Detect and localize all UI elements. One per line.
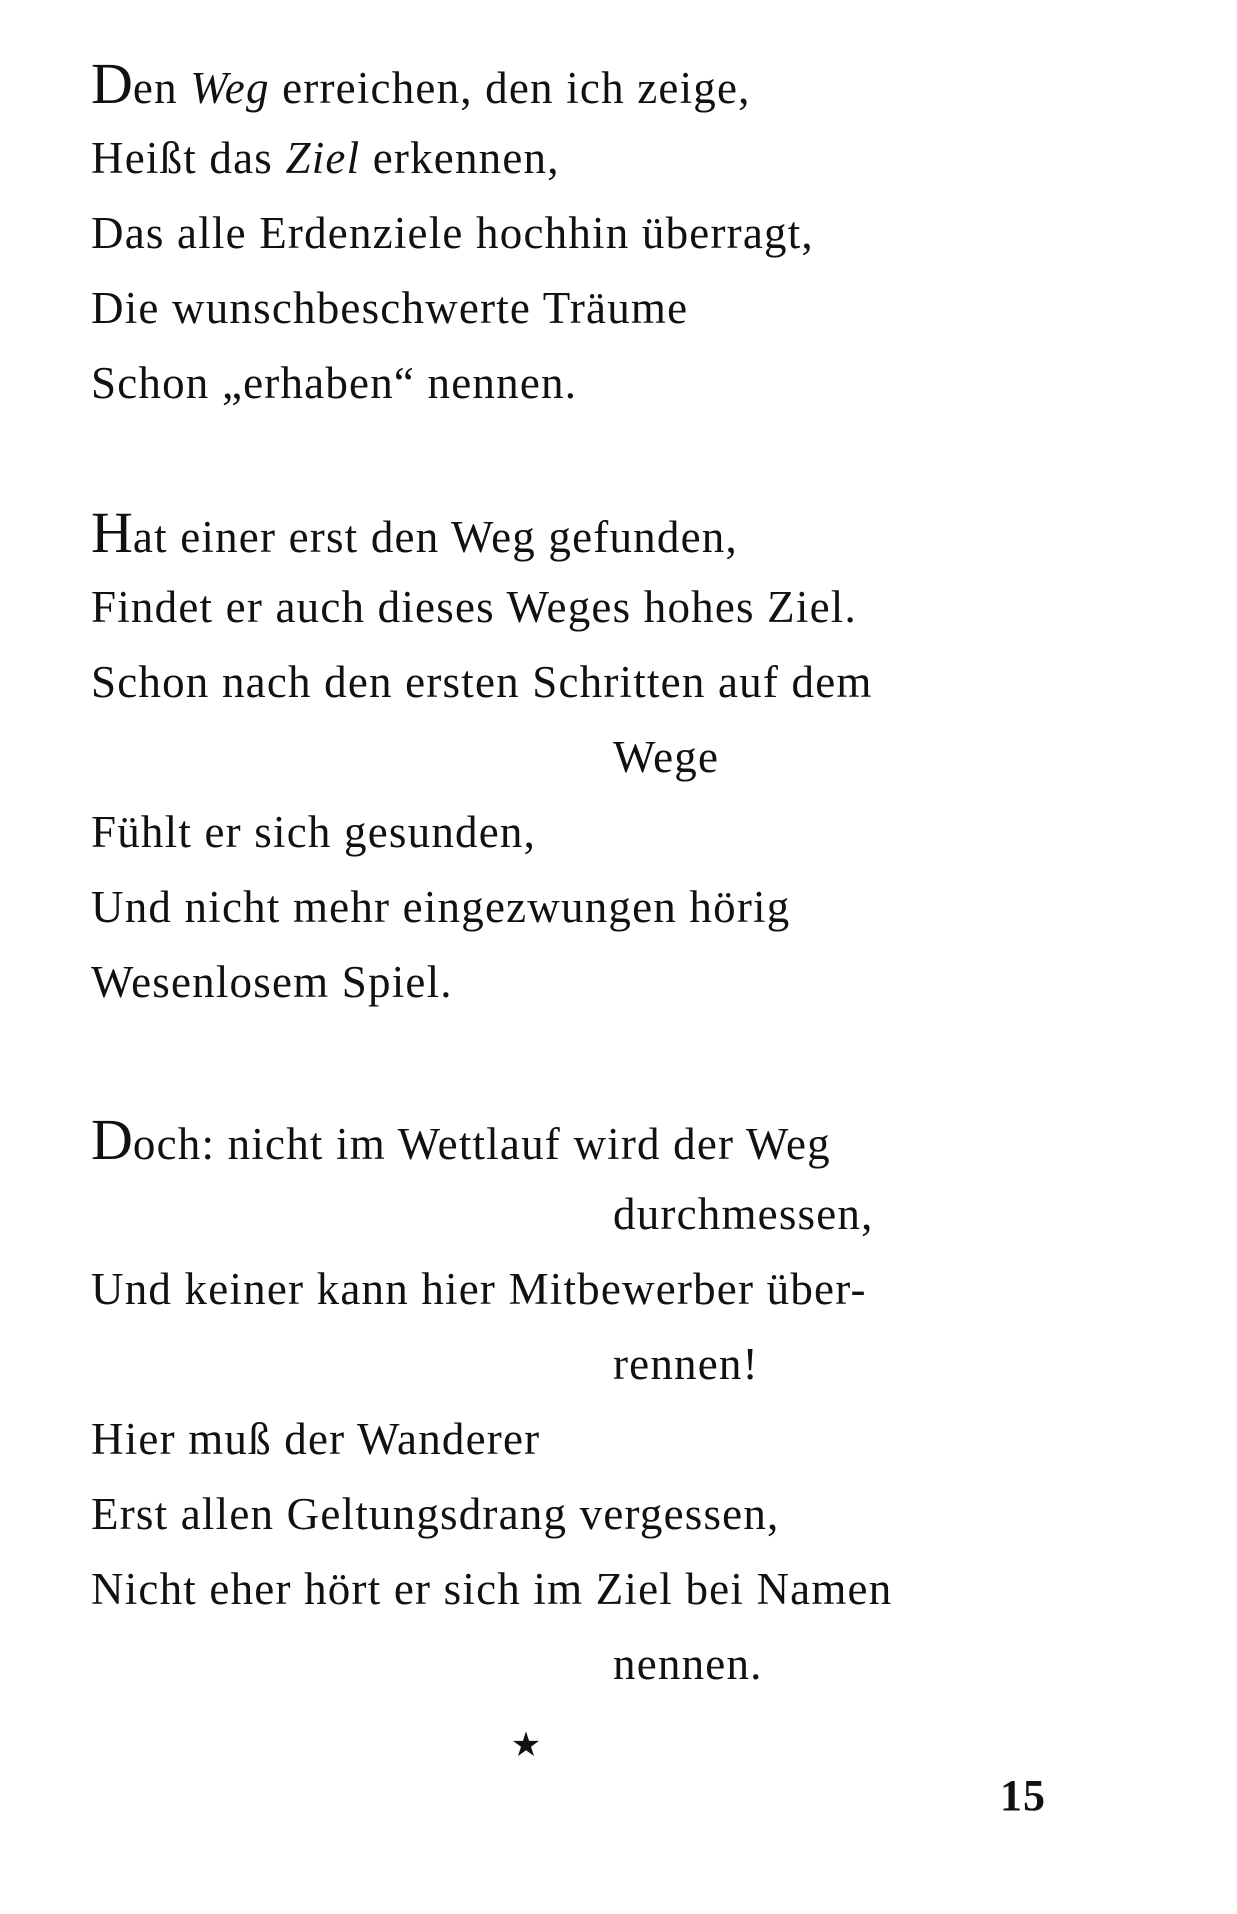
initial-capital: D xyxy=(91,51,133,116)
initial-capital: D xyxy=(91,1107,133,1172)
poem-line: Den Weg erreichen, den ich zeige, xyxy=(91,51,751,116)
poem-line: Und nicht mehr eingezwungen hörig xyxy=(91,882,791,932)
poem-line: Hat einer erst den Weg gefunden, xyxy=(91,500,738,565)
emphasis-word: Weg xyxy=(190,63,270,113)
poem-line: Und keiner kann hier Mitbewerber über- xyxy=(91,1264,867,1314)
star-ornament-icon: ★ xyxy=(510,1727,542,1764)
initial-capital: H xyxy=(91,500,133,565)
poem-line: Nicht eher hört er sich im Ziel bei Namen xyxy=(91,1564,893,1614)
poem-line: Hier muß der Wanderer xyxy=(91,1414,541,1464)
poem-line: Wesenlosem Spiel. xyxy=(91,957,453,1007)
poem-line: Heißt das Ziel erkennen, xyxy=(91,133,560,183)
poem-line: Die wunschbeschwerte Träume xyxy=(91,283,689,333)
stanza-2 xyxy=(91,495,1141,1020)
poem-line: Doch: nicht im Wettlauf wird der Weg xyxy=(91,1107,831,1172)
poem-line-continuation: Wege xyxy=(613,732,720,782)
poem-line: Findet er auch dieses Weges hohes Ziel. xyxy=(91,582,857,632)
poem-line: Das alle Erdenziele hochhin überragt, xyxy=(91,208,814,258)
poem-line-continuation: rennen! xyxy=(613,1339,759,1389)
poem-line: Erst allen Geltungsdrang vergessen, xyxy=(91,1489,780,1539)
poem-line: Schon nach den ersten Schritten auf dem xyxy=(91,657,873,707)
poem-line-continuation: nennen. xyxy=(613,1639,763,1689)
emphasis-word: Ziel xyxy=(285,133,361,183)
poem-line-continuation: durchmessen, xyxy=(613,1189,874,1239)
poem-line: Schon „erhaben“ nennen. xyxy=(91,358,578,408)
stanza-1 xyxy=(91,46,1141,421)
page-number: 15 xyxy=(1000,1771,1046,1820)
poem-line: Fühlt er sich gesunden, xyxy=(91,807,537,857)
stanza-3 xyxy=(91,1102,1141,1702)
